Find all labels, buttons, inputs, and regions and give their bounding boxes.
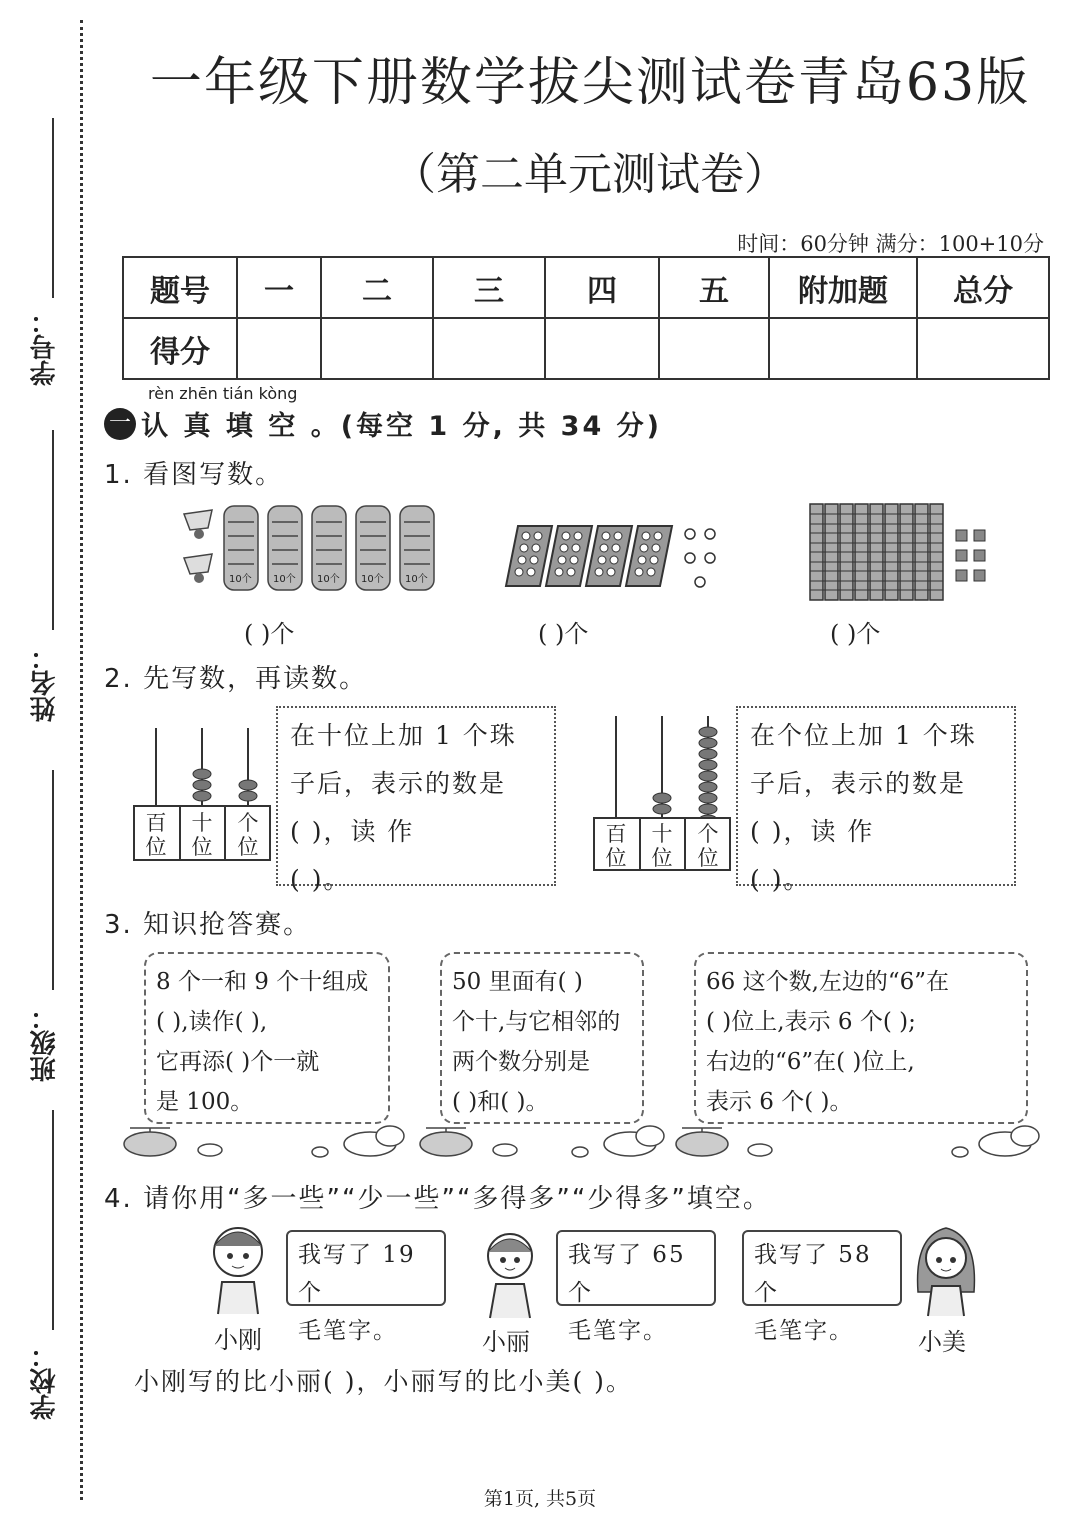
section-1-pinyin: rèn zhēn tián kòng	[148, 384, 298, 403]
card-line-blank[interactable]: ( ),读作( ),	[156, 1009, 268, 1035]
score-cell[interactable]	[917, 318, 1049, 379]
question-4-prompt: 4. 请你用“多一些”“少一些”“多得多”“少得多”填空。	[104, 1184, 771, 1214]
card-line-blank[interactable]: 50 里面有( )	[452, 969, 583, 995]
tube-label: 10个	[317, 574, 340, 585]
student-id-label: 学号：	[30, 308, 60, 386]
bubble-line: 我写了 58 个	[754, 1242, 872, 1306]
score-header-cell: 五	[659, 257, 769, 318]
ones-beads	[239, 780, 257, 801]
abacus-label-hundreds-bottom: 位	[145, 835, 167, 859]
abacus-1	[132, 722, 272, 862]
score-header-cell: 一	[237, 257, 321, 318]
card-line-blank[interactable]: 表示 6 个( )。	[706, 1089, 853, 1115]
page-subtitle: （第二单元测试卷）	[392, 149, 788, 200]
box-line: 在个位上加 1 个珠	[750, 721, 977, 750]
question-1-prompt: 1. 看图写数。	[104, 460, 284, 490]
quiz-card-2	[440, 952, 644, 1124]
student-id-blank[interactable]	[52, 118, 54, 298]
card-line: 个十,与它相邻的	[452, 1009, 621, 1035]
abacus-label-hundreds-top: 百	[605, 822, 627, 846]
tube-label: 10个	[229, 574, 252, 585]
question-4-answer-line[interactable]: 小刚写的比小丽( )，小丽写的比小美( )。	[134, 1367, 633, 1396]
score-header-cell: 附加题	[769, 257, 917, 318]
score-cell[interactable]	[237, 318, 321, 379]
kid-name-xiaogang: 小刚	[214, 1326, 262, 1354]
score-cell[interactable]	[545, 318, 659, 379]
answer-blank-shuttlecocks[interactable]: ( )个	[244, 620, 295, 648]
bubble-line: 毛笔字。	[754, 1318, 854, 1344]
unit-cubes	[956, 530, 985, 581]
speech-bubble-xiaomei	[742, 1230, 902, 1344]
school-label: 学校：	[30, 1342, 60, 1420]
tube-label: 10个	[405, 574, 428, 585]
abacus-label-tens-top: 十	[191, 811, 213, 835]
question-2-prompt: 2. 先写数，再读数。	[104, 664, 368, 694]
rods-and-cubes-illustration	[806, 502, 996, 602]
abacus-label-ones-top: 个	[237, 811, 259, 835]
decorative-strip	[120, 1114, 1060, 1164]
quiz-card-3	[694, 952, 1028, 1124]
card-line-blank[interactable]: 它再添( )个一就	[156, 1049, 320, 1075]
abacus-label-ones-bottom: 位	[237, 835, 259, 859]
tube-label: 10个	[273, 574, 296, 585]
score-table-header-row	[123, 257, 1049, 318]
score-row-label: 得分	[123, 318, 237, 379]
card-line-blank[interactable]: 右边的“6”在( )位上,	[706, 1049, 915, 1075]
score-cell[interactable]	[659, 318, 769, 379]
school-blank[interactable]	[52, 1110, 54, 1330]
name-blank[interactable]	[52, 430, 54, 630]
score-header-cell: 题号	[123, 257, 237, 318]
box-line-blank[interactable]: ( )。	[750, 865, 811, 894]
speech-bubble-xiaoli	[556, 1230, 716, 1344]
abacus-label-ones-top: 个	[697, 822, 719, 846]
bubble-line: 我写了 19 个	[298, 1242, 416, 1306]
helicopter-icon	[676, 1128, 728, 1156]
question-2-box-2	[736, 706, 1016, 894]
card-line: 66 这个数,左边的“6”在	[706, 969, 950, 995]
class-label: 班级：	[30, 1004, 60, 1082]
name-label: 姓名：	[30, 644, 60, 722]
abacus-label-hundreds-top: 百	[145, 811, 167, 835]
abacus-label-tens-bottom: 位	[651, 846, 673, 870]
exam-meta: 时间：60分钟 满分：100+10分	[737, 232, 1044, 256]
card-line: 两个数分别是	[452, 1049, 590, 1075]
cloud-icon	[344, 1126, 404, 1156]
speech-bubble-xiaogang	[286, 1230, 446, 1344]
card-line: 是 100。	[156, 1089, 254, 1115]
card-line: 8 个一和 9 个十组成	[156, 969, 369, 995]
score-header-cell: 四	[545, 257, 659, 318]
abacus-label-tens-bottom: 位	[191, 835, 213, 859]
cloud-icon	[979, 1126, 1039, 1156]
abacus-label-tens-top: 十	[651, 822, 673, 846]
score-header-cell: 二	[321, 257, 433, 318]
abacus-label-hundreds-bottom: 位	[605, 846, 627, 870]
score-cell[interactable]	[433, 318, 545, 379]
card-line-blank[interactable]: ( )位上,表示 6 个( );	[706, 1009, 916, 1035]
bubble-line: 毛笔字。	[298, 1318, 398, 1344]
quiz-card-1	[144, 952, 390, 1124]
kid-xiaoli-illustration	[476, 1226, 546, 1320]
box-line: 子后，表示的数是	[290, 769, 507, 798]
score-header-cell: 总分	[917, 257, 1049, 318]
box-line-blank[interactable]: ( )，读 作	[750, 817, 875, 846]
tens-beads	[653, 793, 671, 814]
card-line-blank[interactable]: ( )和( )。	[452, 1089, 549, 1115]
abacus-2	[592, 712, 732, 872]
box-line-blank[interactable]: ( )。	[290, 865, 351, 894]
section-1-heading	[104, 384, 662, 443]
page-title: 一年级下册数学拔尖测试卷青岛63版	[149, 53, 1031, 113]
score-cell[interactable]	[769, 318, 917, 379]
question-3-prompt: 3. 知识抢答赛。	[104, 910, 312, 940]
loose-eggs	[685, 529, 715, 587]
ones-beads	[699, 727, 717, 825]
bubble-line: 毛笔字。	[568, 1318, 668, 1344]
tens-beads	[193, 769, 211, 801]
shuttlecock-icon	[184, 554, 212, 583]
shuttlecock-icon	[184, 510, 212, 539]
kid-name-xiaoli: 小丽	[482, 1328, 530, 1356]
question-2-box-1	[276, 706, 556, 894]
section-1-badge: 一	[104, 408, 136, 440]
score-table	[122, 256, 1050, 380]
shuttlecock-tubes-illustration	[178, 502, 440, 598]
class-blank[interactable]	[52, 770, 54, 990]
abacus-label-ones-bottom: 位	[697, 846, 719, 870]
bubble-line: 我写了 65 个	[568, 1242, 686, 1306]
score-cell[interactable]	[321, 318, 433, 379]
kid-xiaogang-illustration	[200, 1222, 276, 1316]
answer-blank-egg-trays[interactable]: ( )个	[538, 620, 589, 648]
cloud-icon	[604, 1126, 664, 1156]
helicopter-icon	[124, 1128, 176, 1156]
small-cloud-icon	[198, 1144, 968, 1157]
section-1-title: 认 真 填 空 。(每空 1 分, 共 34 分)	[141, 411, 662, 442]
box-line: 在十位上加 1 个珠	[290, 721, 517, 750]
egg-trays-illustration	[504, 522, 724, 592]
score-table-score-row	[123, 318, 1049, 379]
helicopter-icon	[420, 1128, 472, 1156]
box-line: 子后，表示的数是	[750, 769, 967, 798]
kid-name-xiaomei: 小美	[918, 1328, 966, 1356]
box-line-blank[interactable]: ( )，读 作	[290, 817, 415, 846]
score-header-cell: 三	[433, 257, 545, 318]
binding-dotted-line	[80, 20, 83, 1500]
page-footer: 第1页, 共5页	[483, 1488, 597, 1510]
answer-blank-rods-cubes[interactable]: ( )个	[830, 620, 881, 648]
tube-label: 10个	[361, 574, 384, 585]
kid-xiaomei-illustration	[908, 1222, 984, 1318]
